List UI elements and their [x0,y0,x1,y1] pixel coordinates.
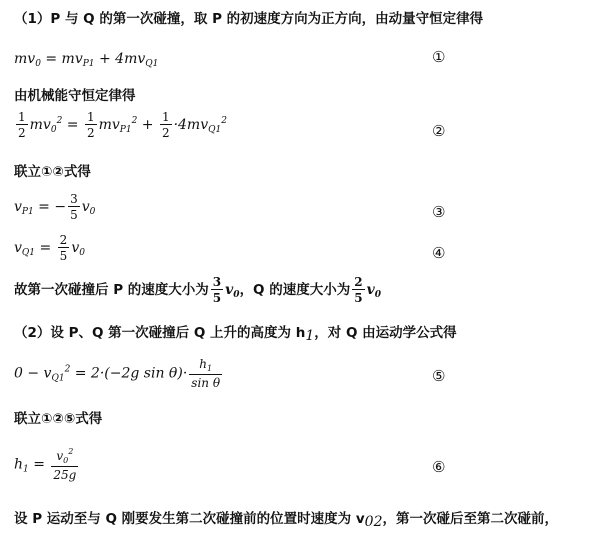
energy-equation: $\frac{1}{2}$ $mv_0^2$ = $\frac{1}{2}$ $mv_{P1}^2$ + $\frac{1}{2}$ $\cdot 4mv_{Q1}^2$ [18,110,227,140]
part2-intro: （2）设 P、Q 第一次碰撞后 Q 上升的高度为 $h_1$，对 Q 由运动学公式得 [14,325,457,344]
equation-tag-3: ③ [432,203,446,221]
speed-conclusion: 故第一次碰撞后 P 的速度大小为 $\frac{3}{5}$ $v_0$，Q 的速度大小为 $\frac{2}{5}$ $v_0$ [14,275,382,305]
part1-intro: （1）P 与 Q 的第一次碰撞，取 P 的初速度方向为正方向，由动量守恒定律得 [14,11,484,27]
equation-tag-4: ④ [432,244,446,262]
kinematics-equation: $0 - v_{Q1}^2 = 2\cdot(-2g$ sin θ)· $\frac{h_1}{\text{sin θ}}$ [14,357,221,390]
second-collision-intro: 设 P 运动至与 Q 刚要发生第二次碰撞前的位置时速度为 $v_{02}$，第一次碰后至第二次碰前， [14,511,558,530]
combine-1-2: 联立①②式得 [14,164,91,180]
equation-tag-2: ② [432,122,446,140]
combine-1-2-5: 联立①②⑤式得 [14,411,103,427]
energy-intro: 由机械能守恒定律得 [14,88,136,104]
vq1-equation: $v_{Q1}$ = $\frac{2}{5}$ $v_0$ [14,233,85,263]
momentum-equation: $mv_0 = mv_{P1} + 4mv_{Q1}$ [14,51,159,69]
equation-tag-5: ⑤ [432,367,446,385]
vp1-equation: $v_{P1}$ = − $\frac{3}{5}$ $v_0$ [14,192,96,222]
equation-tag-6: ⑥ [432,458,446,476]
equation-tag-1: ① [432,48,446,66]
h1-equation: $h_1$ = $\frac{v_0^2}{25g}$ [14,447,77,482]
